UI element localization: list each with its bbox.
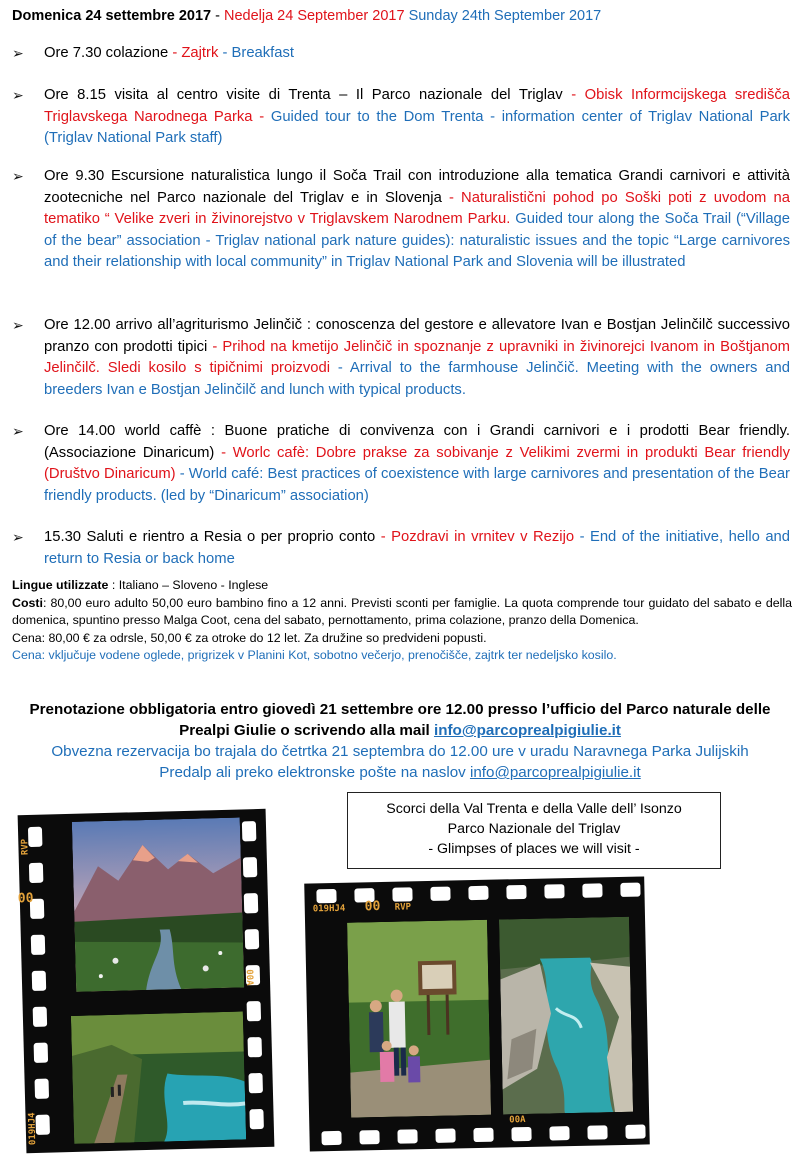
item-text-it: 15.30 Saluti e rientro a Resia o per proprio conto	[44, 529, 381, 545]
photo-mountain-valley-image	[72, 817, 244, 991]
film-hole	[587, 1125, 607, 1139]
film-hole	[248, 1037, 263, 1057]
languages-value: : Italiano – Sloveno - Inglese	[108, 578, 269, 592]
costs-label: Costi	[12, 595, 43, 610]
photo-river-gorge	[499, 917, 633, 1115]
bullet-icon: ➢	[12, 87, 24, 103]
item-text-sl: - Pozdravi in vrnitev v Rezijo	[380, 529, 580, 545]
film-code-right: 00A	[243, 969, 255, 986]
film-code-top-3: RVP	[394, 902, 412, 913]
booking-it-line2	[0, 720, 800, 741]
bullet-icon: ➢	[12, 529, 24, 545]
item-text-it: Ore 8.15 visita al centro visite di Trenta – Il Parco nazionale del Triglav	[44, 87, 572, 103]
film-hole	[244, 893, 259, 913]
header-date-it: Domenica 24 settembre 2017	[12, 8, 212, 24]
item-text-sl: - Obisk Informcijskega središča Triglavskega Narodnega Parka -	[44, 87, 790, 125]
booking-it-text: Prealpi Giulie o scrivendo alla mail	[179, 722, 434, 739]
film-strip-left	[18, 809, 275, 1153]
photo-family-trail-sign-image	[347, 920, 491, 1118]
item-text-it: Ore 12.00 arrivo all’agriturismo Jelinčič : conoscenza del gestore e allevatore Ivan e Bostjan Jelinčilč successivo pranzo con prodotti tipici	[44, 317, 790, 355]
item-text-en: - Breakfast	[222, 45, 295, 61]
film-code-left-2: 00	[17, 890, 34, 907]
program-item-1400	[44, 421, 790, 507]
item-text-it: Ore 14.00 world caffè : Buone pratiche di convivenza con i Grandi carnivori e i prodotti Bear friendly. (Associazione Dinaricum)	[44, 423, 790, 461]
film-hole	[625, 1124, 645, 1138]
film-hole	[245, 929, 260, 949]
film-hole	[32, 971, 47, 991]
film-hole	[620, 883, 640, 897]
booking-sl-line1: Obvezna rezervacija bo trajala do četrtka 21 septembra do 12.00 ure v uradu Naravnega Parka Julijskih	[51, 743, 749, 760]
film-code-left-3: 019HJ4	[27, 1112, 39, 1146]
bullet-icon: ➢	[12, 168, 24, 184]
photo-caption-line1: Scorci della Val Trenta e della Valle dell’ Isonzo	[386, 801, 682, 817]
photo-river-trail-image	[71, 1011, 246, 1143]
bullet-icon: ➢	[12, 317, 24, 333]
film-hole	[34, 1043, 49, 1063]
header-date-en: Sunday 24th September 2017	[404, 8, 602, 24]
program-item-1530	[44, 527, 790, 570]
photo-family-trail-sign	[347, 920, 491, 1118]
program-item-0930	[44, 166, 790, 274]
program-item-1200	[44, 315, 790, 401]
photo-river-trail	[71, 1011, 246, 1143]
program-item-0815	[44, 85, 790, 150]
film-hole	[243, 857, 258, 877]
film-code-left: RVP	[20, 838, 31, 856]
booking-sl-line2	[0, 762, 800, 783]
languages-line	[12, 577, 792, 595]
photo-caption-line2: Parco Nazionale del Triglav	[447, 821, 621, 837]
film-code-top-2: 00	[364, 899, 381, 915]
film-hole	[359, 1130, 379, 1144]
film-strip-right	[304, 876, 650, 1151]
page-header	[12, 7, 792, 26]
item-text-en: - End of the initiative, hello and return to Resia or back home	[44, 529, 791, 567]
item-text-it: Ore 9.30 Escursione naturalistica lungo il Soča Trail con introduzione alla tematica Grandi carnivori e attività zootecniche nel Parco nazionale del Triglav e in Slovenja	[44, 168, 790, 206]
photo-mountain-valley	[72, 817, 244, 991]
item-text-sl: - Prihod na kmetijo Jelinčič in spoznanje z upravniki in živinorejci Ivanom in Boštjanom Jelinčilč. Sledi kosilo s tipičnimi proizvodi	[44, 338, 791, 376]
email-link[interactable]: info@parcoprealpigiulie.it	[433, 722, 621, 739]
header-separator: -	[211, 8, 224, 24]
film-hole	[392, 887, 412, 901]
item-text-en: Guided tour along the Soča Trail (“Village of the bear” association - Triglav national park nature guides): naturalistic issues and the topic “Large carnivores and their relationship with local community” in Triglav National Park and Slovenia will be illustrated	[44, 211, 791, 270]
item-text-en: - World café: Best practices of coexistence with large carnivores and presentation of the Bear friendly products. (led by “Dinaricum” association)	[44, 466, 790, 504]
photo-caption-box	[347, 792, 721, 869]
item-text-en: Guided tour to the Dom Trenta - information center of Triglav National Park (Triglav National Park staff)	[44, 108, 791, 146]
film-hole	[242, 821, 257, 841]
booking-block	[0, 699, 800, 783]
film-hole	[31, 935, 46, 955]
film-hole	[511, 1127, 531, 1141]
email-link-2[interactable]: info@parcoprealpigiulie.it	[469, 764, 641, 781]
film-hole	[435, 1128, 455, 1142]
film-hole	[397, 1129, 417, 1143]
film-hole	[35, 1079, 50, 1099]
film-hole	[582, 883, 602, 897]
film-hole	[249, 1109, 264, 1129]
costs-value: : 80,00 euro adulto 50,00 euro bambino fino a 12 anni. Previsti sconti per famiglie. La quota comprende tour guidato del sabato e della domenica, spuntino presso Malga Coot, cena del sabato, pernottamento, prima colazione, pranzo della Domenica.	[12, 595, 792, 627]
film-hole	[549, 1126, 569, 1140]
film-hole	[321, 1131, 341, 1145]
film-hole	[473, 1128, 493, 1142]
costs-sl-blue-line: Cena: vključuje vodene oglede, prigrizek v Planini Kot, sobotno večerjo, prenočišče, zajtrk ter nedeljsko kosilo.	[12, 648, 617, 662]
program-item-0730	[44, 43, 790, 65]
bullet-icon: ➢	[12, 45, 24, 61]
item-text-en: - Arrival to the farmhouse Jelinčič. Meeting with the owners and breeders Ivan e Bostjan Jelinčilč and lunch with typical products.	[44, 360, 790, 398]
booking-it-line1: Prenotazione obbligatoria entro giovedì 21 settembre ore 12.00 presso l’ufficio del Parco naturale delle	[29, 701, 771, 718]
item-text-it: Ore 7.30 colazione	[44, 45, 173, 61]
film-hole	[247, 1001, 262, 1021]
item-text-sl: - Worlc cafè: Dobre prakse za sobivanje z Velikimi zvermi in produkti Bear friendly (Društvo Dinaricum)	[44, 444, 790, 482]
film-hole	[430, 887, 450, 901]
costs-line	[12, 595, 792, 630]
film-hole	[506, 885, 526, 899]
film-code-bottom: 00A	[509, 1115, 526, 1126]
film-code-top: 019HJ4	[312, 903, 346, 915]
film-hole	[468, 886, 488, 900]
film-hole	[248, 1073, 263, 1093]
header-date-sl: Nedelja 24 September 2017	[223, 8, 405, 24]
film-hole	[544, 884, 564, 898]
languages-label: Lingue utilizzate	[12, 578, 109, 592]
info-block	[12, 577, 792, 665]
photo-river-gorge-image	[499, 917, 633, 1115]
costs-sl-line: Cena: 80,00 € za odrsle, 50,00 € za otroke do 12 let. Za družine so predvideni popusti.	[12, 630, 487, 645]
booking-sl-text: Predalp ali preko elektronske pošte na naslov	[159, 764, 470, 781]
item-text-sl: - Naturalistični pohod po Soški poti z uvodom na tematiko “ Velike zveri in živinorejstvo v Triglavskem Narodnem Parku.	[44, 189, 790, 227]
film-hole	[316, 889, 336, 903]
film-hole	[33, 1007, 48, 1027]
bullet-icon: ➢	[12, 423, 24, 439]
photo-caption-line3: - Glimpses of places we will visit -	[428, 841, 640, 857]
item-text-sl: - Zajtrk	[172, 45, 223, 61]
film-hole	[29, 863, 44, 883]
